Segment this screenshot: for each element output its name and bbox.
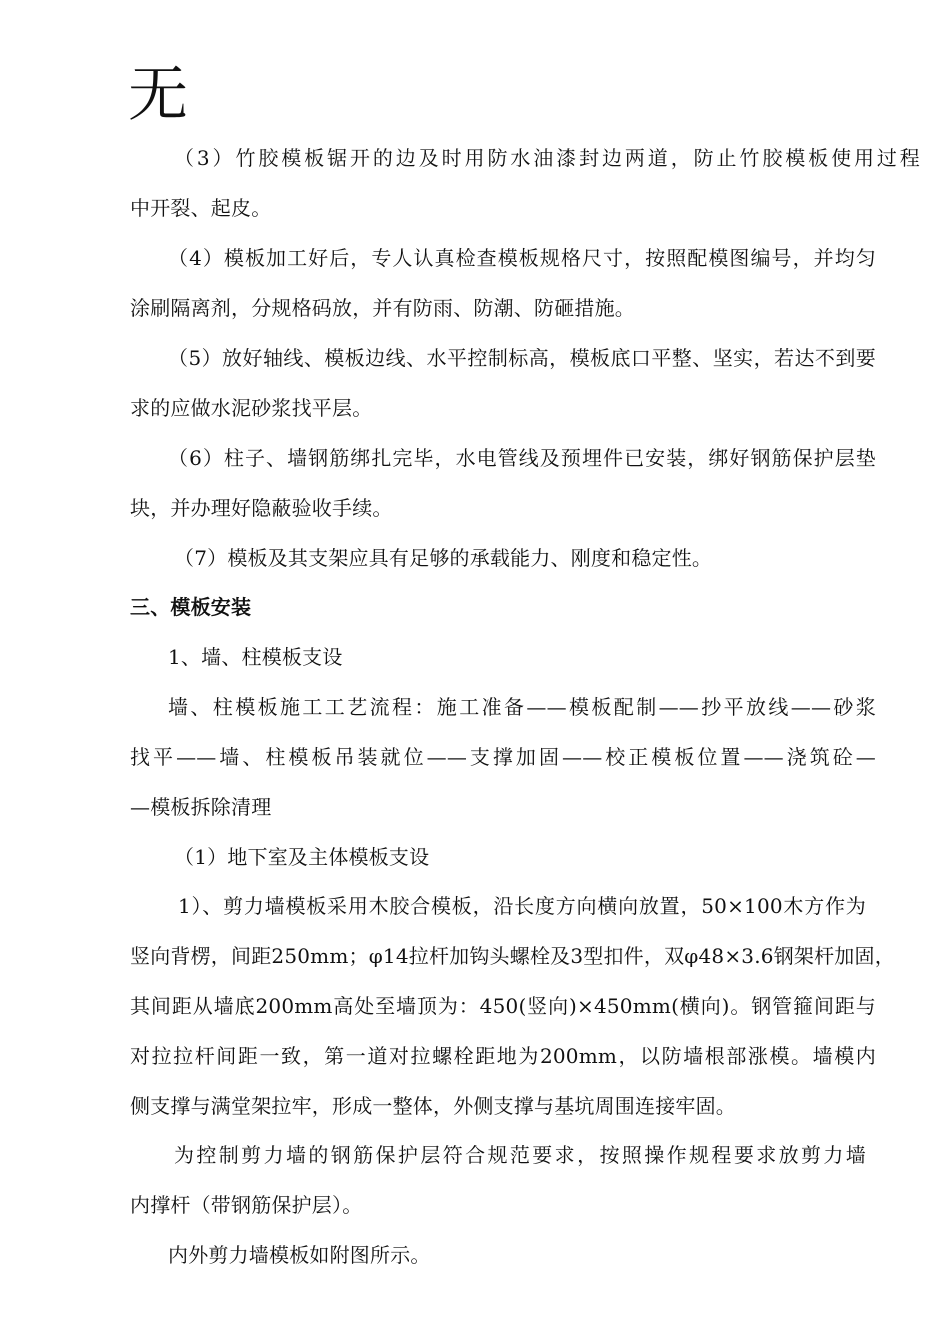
paragraph-line: —模板拆除清理 (130, 795, 272, 819)
paragraph-line: 对拉拉杆间距一致，第一道对拉螺栓距地为200mm，以防墙根部涨模。墙模内 (130, 1044, 876, 1068)
paragraph-line: 侧支撑与满堂架拉牢，形成一整体，外侧支撑与基坑周围连接牢固。 (130, 1094, 736, 1118)
paragraph-line: （6）柱子、墙钢筋绑扎完毕，水电管线及预埋件已安装，绑好钢筋保护层垫 (168, 446, 876, 470)
paragraph-line: 其间距从墙底200mm高处至墙顶为：450(竖向)×450mm(横向)。钢管箍间距与 (130, 994, 876, 1018)
paragraph-line: 为控制剪力墙的钢筋保护层符合规范要求，按照操作规程要求放剪力墙 (174, 1143, 866, 1167)
subsection-heading: 1、墙、柱模板支设 (168, 645, 343, 669)
paragraph-line: （3）竹胶模板锯开的边及时用防水油漆封边两道，防止竹胶模板使用过程 (174, 146, 920, 170)
paragraph-line: 1）、剪力墙模板采用木胶合模板，沿长度方向横向放置，50×100木方作为 (178, 894, 866, 918)
paragraph-line: 内外剪力墙模板如附图所示。 (168, 1243, 431, 1267)
paragraph-line: 竖向背楞，间距250mm；φ14拉杆加钩头螺栓及3型扣件，双φ48×3.6钢架杆加固， (130, 944, 895, 968)
paragraph-line: 墙、柱模板施工工艺流程：施工准备——模板配制——抄平放线——砂浆 (168, 695, 876, 719)
paragraph-line: 涂刷隔离剂，分规格码放，并有防雨、防潮、防砸措施。 (130, 296, 635, 320)
subsection-heading: （1）地下室及主体模板支设 (174, 845, 430, 869)
paragraph-line: 块，并办理好隐蔽验收手续。 (130, 496, 393, 520)
paragraph-line: 中开裂、起皮。 (130, 196, 272, 220)
paragraph-line: （5）放好轴线、模板边线、水平控制标高，模板底口平整、坚实，若达不到要 (168, 346, 876, 370)
paragraph-line: （4）模板加工好后，专人认真检查模板规格尺寸，按照配模图编号，并均匀 (168, 246, 876, 270)
paragraph-line: 求的应做水泥砂浆找平层。 (130, 396, 373, 420)
paragraph-line: 内撑杆（带钢筋保护层）。 (130, 1193, 363, 1217)
large-character: 无 (128, 60, 188, 130)
paragraph-line: （7）模板及其支架应具有足够的承载能力、刚度和稳定性。 (174, 546, 713, 570)
paragraph-line: 找平——墙、柱模板吊装就位——支撑加固——校正模板位置——浇筑砼— (130, 745, 876, 769)
section-heading: 三、模板安装 (130, 595, 252, 619)
